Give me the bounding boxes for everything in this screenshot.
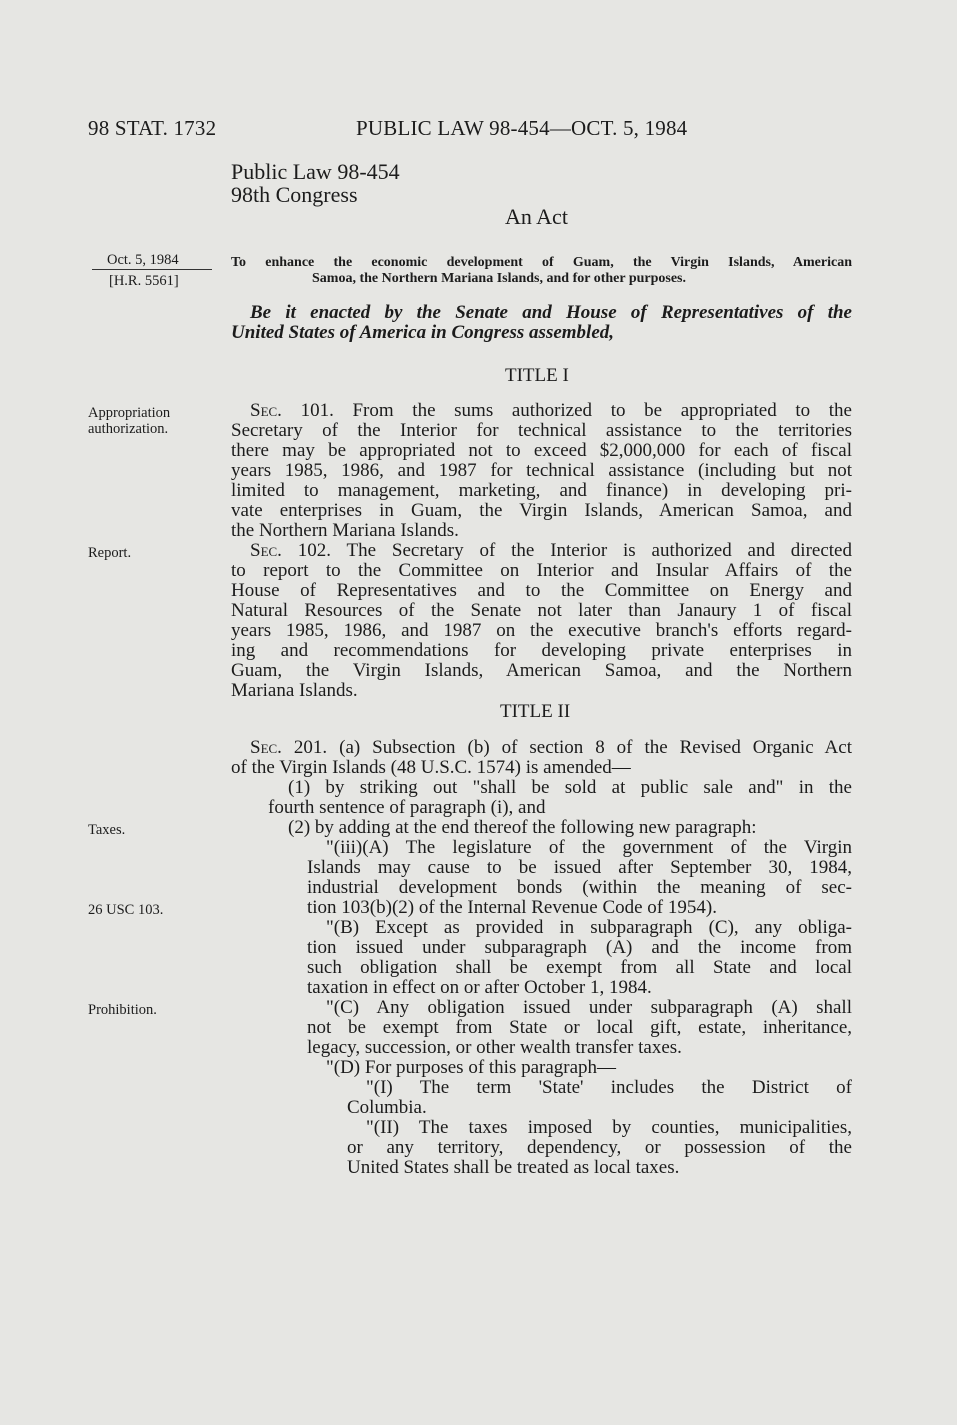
para-b-line-4: taxation in effect on or after October 1, 1984.: [307, 977, 652, 998]
sec-201-label: Sec.: [250, 737, 282, 758]
para-iii-a-line-2: Islands may cause to be issued after September 30, 1984,: [307, 857, 852, 878]
para-b-line-1: "(B) Except as provided in subparagraph (C), any obliga-: [326, 917, 852, 938]
para-d-i-line-2: Columbia.: [347, 1097, 427, 1118]
running-title: PUBLIC LAW 98-454—OCT. 5, 1984: [356, 116, 688, 140]
sec-101-line-6: vate enterprises in Guam, the Virgin Islands, American Samoa, and: [231, 500, 852, 521]
margin-note-taxes: Taxes.: [88, 822, 126, 838]
para-iii-a-line-1: "(iii)(A) The legislature of the government of the Virgin: [326, 837, 852, 858]
side-divider: [92, 269, 212, 270]
margin-note-usc: 26 USC 103.: [88, 902, 164, 918]
para-d-ii-line-2: or any territory, dependency, or possession of the: [347, 1137, 852, 1158]
para-b-line-3: such obligation shall be exempt from all State and local: [307, 957, 852, 978]
para-d-line: "(D) For purposes of this paragraph—: [326, 1057, 617, 1078]
sec-101-line-1: Sec. 101. From the sums authorized to be appropriated to the: [250, 400, 852, 421]
sec-102-line-6: ing and recommendations for developing private enterprises in: [231, 640, 852, 661]
sec-101-label: Sec.: [250, 400, 282, 421]
margin-note-report: Report.: [88, 545, 132, 561]
sec-101-line-4: years 1985, 1986, and 1987 for technical assistance (including but not: [231, 460, 852, 481]
congress-number: 98th Congress: [231, 182, 358, 207]
margin-note-prohibition: Prohibition.: [88, 1002, 157, 1018]
sec-201-line-1: Sec. 201. (a) Subsection (b) of section 8 of the Revised Organic Act: [250, 737, 852, 758]
sec-101-line-7: the Northern Mariana Islands.: [231, 520, 459, 541]
sec-102-line-7: Guam, the Virgin Islands, American Samoa, and the Northern: [231, 660, 852, 681]
item-1-line-1: (1) by striking out "shall be sold at public sale and" in the: [288, 777, 852, 798]
law-number: Public Law 98-454: [231, 159, 400, 184]
sec-101-line-3: there may be appropriated not to exceed $2,000,000 for each of fiscal: [231, 440, 852, 461]
sec-101-line-2: Secretary of the Interior for technical assistance to the territories: [231, 420, 852, 441]
para-c-line-1: "(C) Any obligation issued under subparagraph (A) shall: [326, 997, 852, 1018]
title-2-heading: TITLE II: [500, 701, 571, 722]
bill-number: [H.R. 5561]: [109, 273, 179, 289]
sec-102-line-8: Mariana Islands.: [231, 680, 358, 701]
para-iii-a-line-3: industrial development bonds (within the meaning of sec-: [307, 877, 852, 898]
enacting-clause-line-1: Be it enacted by the Senate and House of Representatives of the: [250, 302, 852, 323]
item-2-line: (2) by adding at the end thereof the following new paragraph:: [288, 817, 757, 838]
para-c-line-3: legacy, succession, or other wealth transfer taxes.: [307, 1037, 682, 1058]
para-b-line-2: tion issued under subparagraph (A) and the income from: [307, 937, 852, 958]
para-c-line-2: not be exempt from State or local gift, estate, inheritance,: [307, 1017, 852, 1038]
purpose-line-2: Samoa, the Northern Mariana Islands, and for other purposes.: [312, 271, 687, 286]
sec-201-line-2: of the Virgin Islands (48 U.S.C. 1574) is amended—: [231, 757, 631, 778]
sec-102-label: Sec.: [250, 540, 282, 561]
act-label: An Act: [505, 204, 568, 229]
para-d-i-line-1: "(I) The term 'State' includes the District of: [366, 1077, 852, 1098]
purpose-line-1: To enhance the economic development of Guam, the Virgin Islands, American: [231, 255, 852, 270]
margin-note-appropriation: Appropriation: [88, 405, 171, 421]
sec-102-line-2: to report to the Committee on Interior and Insular Affairs of the: [231, 560, 852, 581]
para-d-ii-line-1: "(II) The taxes imposed by counties, municipalities,: [366, 1117, 852, 1138]
sec-101-line-5: limited to management, marketing, and finance) in developing pri-: [231, 480, 852, 501]
margin-note-authorization: authorization.: [88, 421, 169, 437]
stat-reference: 98 STAT. 1732: [88, 116, 217, 140]
enactment-date: Oct. 5, 1984: [107, 252, 179, 268]
item-1-line-2: fourth sentence of paragraph (i), and: [268, 797, 546, 818]
enacting-clause-line-2: United States of America in Congress assembled,: [231, 322, 615, 343]
para-d-ii-line-3: United States shall be treated as local taxes.: [347, 1157, 680, 1178]
sec-102-line-4: Natural Resources of the Senate not later than Janaury 1 of fiscal: [231, 600, 852, 621]
title-1-heading: TITLE I: [505, 365, 569, 386]
sec-102-line-5: years 1985, 1986, and 1987 on the executive branch's efforts regard-: [231, 620, 852, 641]
para-iii-a-line-4: tion 103(b)(2) of the Internal Revenue Code of 1954).: [307, 897, 717, 918]
sec-102-line-1: Sec. 102. The Secretary of the Interior is authorized and directed: [250, 540, 852, 561]
sec-102-line-3: House of Representatives and to the Committee on Energy and: [231, 580, 852, 601]
